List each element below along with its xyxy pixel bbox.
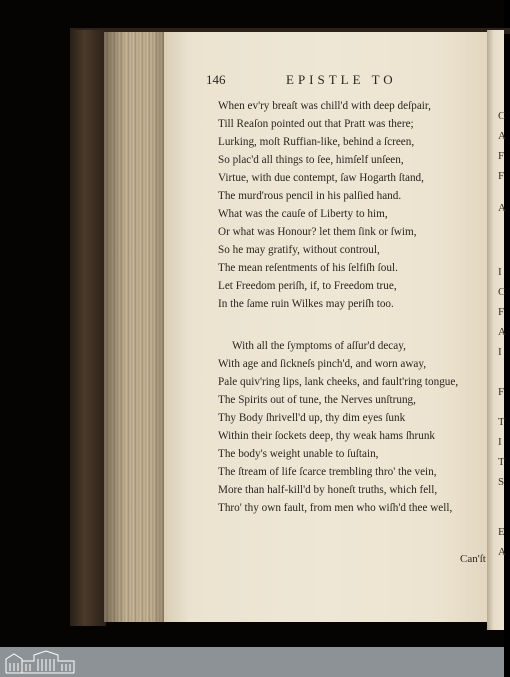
verse-line: When ev'ry breaſt was chill'd with deep deſpair, [218, 100, 431, 112]
margin-glyph: I [498, 346, 502, 358]
margin-glyph: F [498, 386, 505, 398]
verse-line: Thro' thy own fault, from men who wiſh'd thee well, [218, 502, 453, 514]
verse-line: Till Reaſon pointed out that Pratt was there; [218, 118, 414, 130]
verse-line: With age and ſickneſs pinch'd, and worn away, [218, 358, 427, 370]
margin-glyph: A [498, 130, 506, 142]
verse-line: Pale quiv'ring lips, lank cheeks, and fault'ring tongue, [218, 376, 459, 388]
margin-glyph: I [498, 266, 502, 278]
verse-line: Or what was Honour? let them ſink or ſwim, [218, 226, 417, 238]
margin-glyph: A [498, 326, 506, 338]
right-page-margin [487, 30, 504, 630]
page-edges [104, 32, 166, 622]
margin-glyph: E [498, 526, 505, 538]
margin-glyph: F [498, 306, 505, 318]
margin-glyph: S [498, 476, 505, 488]
verse-line: Let Freedom periſh, if, to Freedom true, [218, 280, 397, 292]
margin-glyph: C [498, 286, 506, 298]
margin-glyph: I [498, 436, 502, 448]
running-head: EPISTLE TO [286, 72, 397, 87]
verse-line: Virtue, with due contempt, ſaw Hogarth ſtand, [218, 172, 424, 184]
margin-glyph: F [498, 170, 505, 182]
verse-line: The murd'rous pencil in his palſied hand. [218, 190, 402, 202]
verse-line: Within their ſockets deep, thy weak hams ſhrunk [218, 430, 436, 442]
verse-line: In the ſame ruin Wilkes may periſh too. [218, 298, 394, 310]
verse-line: With all the ſymptoms of aſſur'd decay, [232, 340, 406, 352]
verse-line: Thy Body ſhrivell'd up, thy dim eyes ſunk [218, 412, 406, 424]
margin-glyph: A [498, 546, 506, 558]
left-page [164, 32, 490, 622]
verse-line: What was the cauſe of Liberty to him, [218, 208, 388, 220]
page-number: 146 [206, 72, 226, 87]
margin-glyph: T [498, 416, 505, 428]
verse-line: The body's weight unable to ſuſtain, [218, 448, 379, 460]
verse-line: The mean reſentments of his ſelfiſh ſoul. [218, 262, 398, 274]
margin-glyph: A [498, 202, 506, 214]
margin-glyph: C [498, 110, 506, 122]
verse-line: The ſtream of life ſcarce trembling thro' the vein, [218, 466, 437, 478]
margin-glyph: T [498, 456, 505, 468]
margin-glyph: F [498, 150, 505, 162]
verse-line: More than half-kill'd by honeſt truths, which fell, [218, 484, 438, 496]
catchword: Can'ſt [460, 553, 486, 565]
verse-line: The Spirits out of tune, the Nerves unſtrung, [218, 394, 416, 406]
book-cover-spine [70, 30, 106, 626]
verse-line: So he may gratify, without controul, [218, 244, 380, 256]
verse-line: Lurking, moſt Ruffian-like, behind a ſcreen, [218, 136, 415, 148]
library-building-logo-icon [4, 649, 76, 675]
verse-line: So plac'd all things to ſee, himſelf unſeen, [218, 154, 404, 166]
